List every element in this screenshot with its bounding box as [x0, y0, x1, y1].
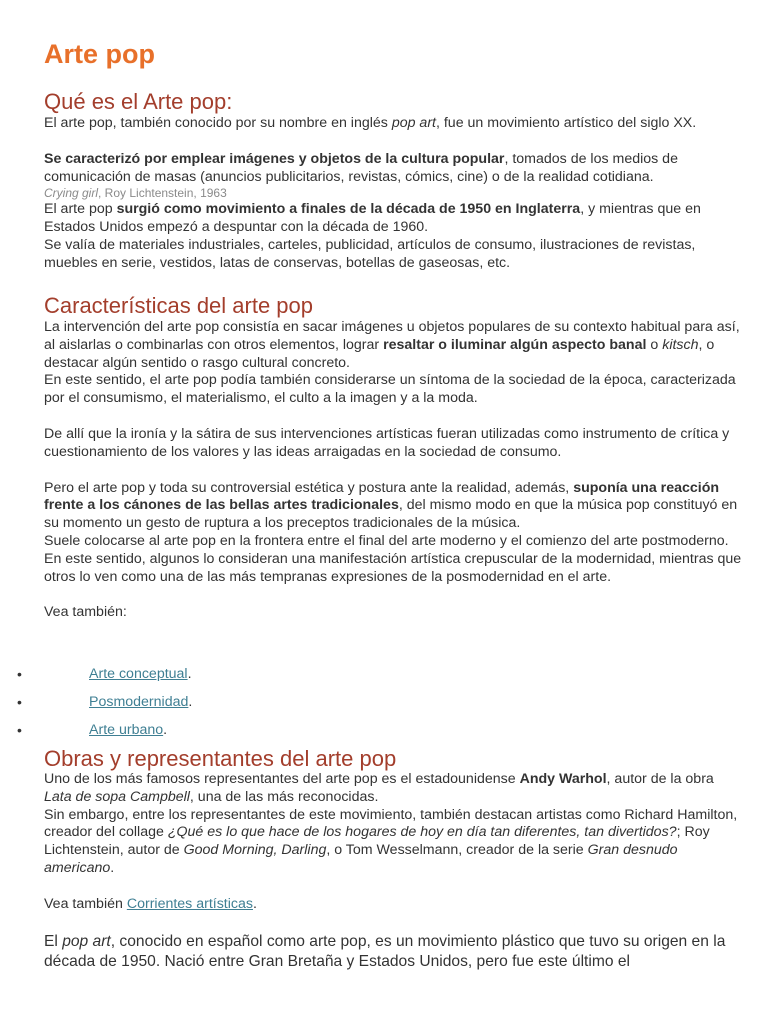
text: , o destacar algún sentido o rasgo cultural concreto.	[44, 336, 715, 371]
italic-text: kitsch	[662, 336, 699, 353]
text: .	[110, 859, 115, 876]
text: Pero el arte pop y toda su controversial estética y postura ante la realidad, además,	[44, 479, 574, 496]
image-caption	[44, 186, 744, 201]
italic-text: Good Morning, Darling	[183, 842, 327, 859]
text: , tomados de los medios de comunicación de masas (anuncios publicitarios, revistas, cómics, cine) o de la realidad cotidiana.	[44, 150, 678, 185]
text: , fue un movimiento artístico del siglo XX.	[435, 115, 697, 131]
text: , y mientras que en Estados Unidos empezó a despuntar con la década de 1960.	[44, 201, 701, 236]
section-heading-que-es: Qué es el Arte pop:	[44, 89, 233, 114]
section-heading-obras: Obras y representantes del arte pop	[44, 746, 397, 771]
bold-text: surgió como movimiento a finales de la década de 1950 en Inglaterra	[116, 201, 581, 218]
section-caracteristicas-body	[44, 319, 744, 622]
text: El arte pop	[44, 201, 117, 218]
section-obras-body	[44, 771, 744, 972]
bold-text: resaltar o iluminar algún aspecto banal	[383, 336, 647, 353]
bullet-icon: •	[17, 694, 22, 710]
bold-text: Se caracterizó por emplear imágenes y objetos de la cultura popular	[44, 150, 505, 167]
text: Vea también	[44, 895, 127, 912]
italic-text: ¿Qué es lo que hace de los hogares de hoy en día tan diferentes, tan divertidos?	[167, 824, 677, 841]
list-item	[0, 716, 700, 744]
see-also-list	[0, 660, 700, 744]
see-also-line	[44, 896, 744, 914]
caption-title: Crying girl	[44, 186, 99, 201]
page-title: Arte pop	[44, 39, 155, 69]
text: , una de las más reconocidas.	[189, 788, 379, 805]
section-heading-caracteristicas: Características del arte pop	[44, 293, 314, 318]
text: .	[187, 666, 192, 682]
paragraph	[44, 115, 744, 133]
list-item	[0, 688, 700, 716]
text: La intervención del arte pop consistía en sacar imágenes u objetos populares de su contexto habitual para así, al aislarlas o combinarlas con otros elementos, lograr	[44, 319, 740, 353]
bullet-icon: •	[17, 666, 22, 682]
caption-credit: , Roy Lichtenstein, 1963	[98, 186, 227, 201]
see-also-label: Vea también:	[44, 604, 127, 621]
paragraph	[44, 151, 744, 187]
bold-text: Andy Warhol	[519, 771, 607, 787]
link-corrientes-artisticas[interactable]: Corrientes artísticas	[126, 895, 253, 912]
list-item	[0, 660, 700, 688]
paragraph	[44, 932, 744, 972]
text: ; Roy Lichtenstein, autor de	[44, 824, 710, 859]
italic-text: Lata de sopa Campbell	[44, 788, 190, 805]
paragraph: Se valía de materiales industriales, carteles, publicidad, artículos de consumo, ilustraciones de revistas, muebles en serie, vestidos, latas de conservas, botellas de gaseosas, etc.	[44, 236, 696, 271]
link-arte-conceptual[interactable]: Arte conceptual	[89, 666, 188, 682]
section-que-es-body	[44, 115, 744, 273]
text: El arte pop, también conocido por su nombre en inglés	[44, 115, 392, 131]
bold-text: suponía una reacción frente a los cánones de las bellas artes tradicionales	[44, 479, 720, 514]
text: .	[188, 694, 193, 710]
link-arte-urbano[interactable]: Arte urbano	[89, 722, 164, 738]
text: .	[163, 722, 168, 738]
paragraph: De allí que la ironía y la sátira de sus intervenciones artísticas fueran utilizadas como instrumento de crítica y cuestionamiento de los valores y las ideas arraigadas en la sociedad de consumo.	[44, 425, 730, 460]
italic-text: Gran desnudo americano	[44, 842, 678, 876]
paragraph	[44, 480, 744, 533]
paragraph: En este sentido, el arte pop podía también considerarse un síntoma de la sociedad de la época, caracterizada por el consumismo, el materialismo, el culto a la imagen y a la moda.	[44, 372, 736, 407]
paragraph: Suele colocarse al arte pop en la frontera entre el final del arte moderno y el comienzo del arte postmoderno. En este sentido, algunos lo consideran una manifestación artística crepuscular de la modernidad, mientras que otros lo ven como una de las más tempranas expresiones de la posmodernidad en el arte.	[44, 532, 742, 585]
italic-text: pop art	[391, 115, 436, 131]
text: El	[44, 932, 63, 950]
text: , conocido en español como arte pop, es un movimiento plástico que tuvo su origen en la década de 1950. Nació entre Gran Bretaña y Estados Unidos, pero fue este último el	[44, 932, 726, 970]
text: , autor de la obra	[606, 771, 714, 787]
link-posmodernidad[interactable]: Posmodernidad	[89, 694, 189, 710]
paragraph	[44, 319, 744, 372]
paragraph	[44, 771, 744, 807]
bullet-icon: •	[17, 722, 22, 738]
text: .	[252, 895, 257, 912]
text: , o Tom Wesselmann, creador de la serie	[326, 842, 588, 859]
text: o	[646, 336, 663, 353]
text: , del mismo modo en que la música pop constituyó en su momento un gesto de ruptura a los preceptos tradicionales de la música.	[44, 497, 738, 532]
paragraph	[44, 201, 744, 237]
italic-text: pop art	[62, 932, 111, 950]
paragraph	[44, 807, 744, 878]
text: Uno de los más famosos representantes del arte pop es el estadounidense	[44, 771, 520, 787]
text: Sin embargo, entre los representantes de este movimiento, también destacan artistas como Richard Hamilton, creador del collage	[44, 806, 738, 841]
